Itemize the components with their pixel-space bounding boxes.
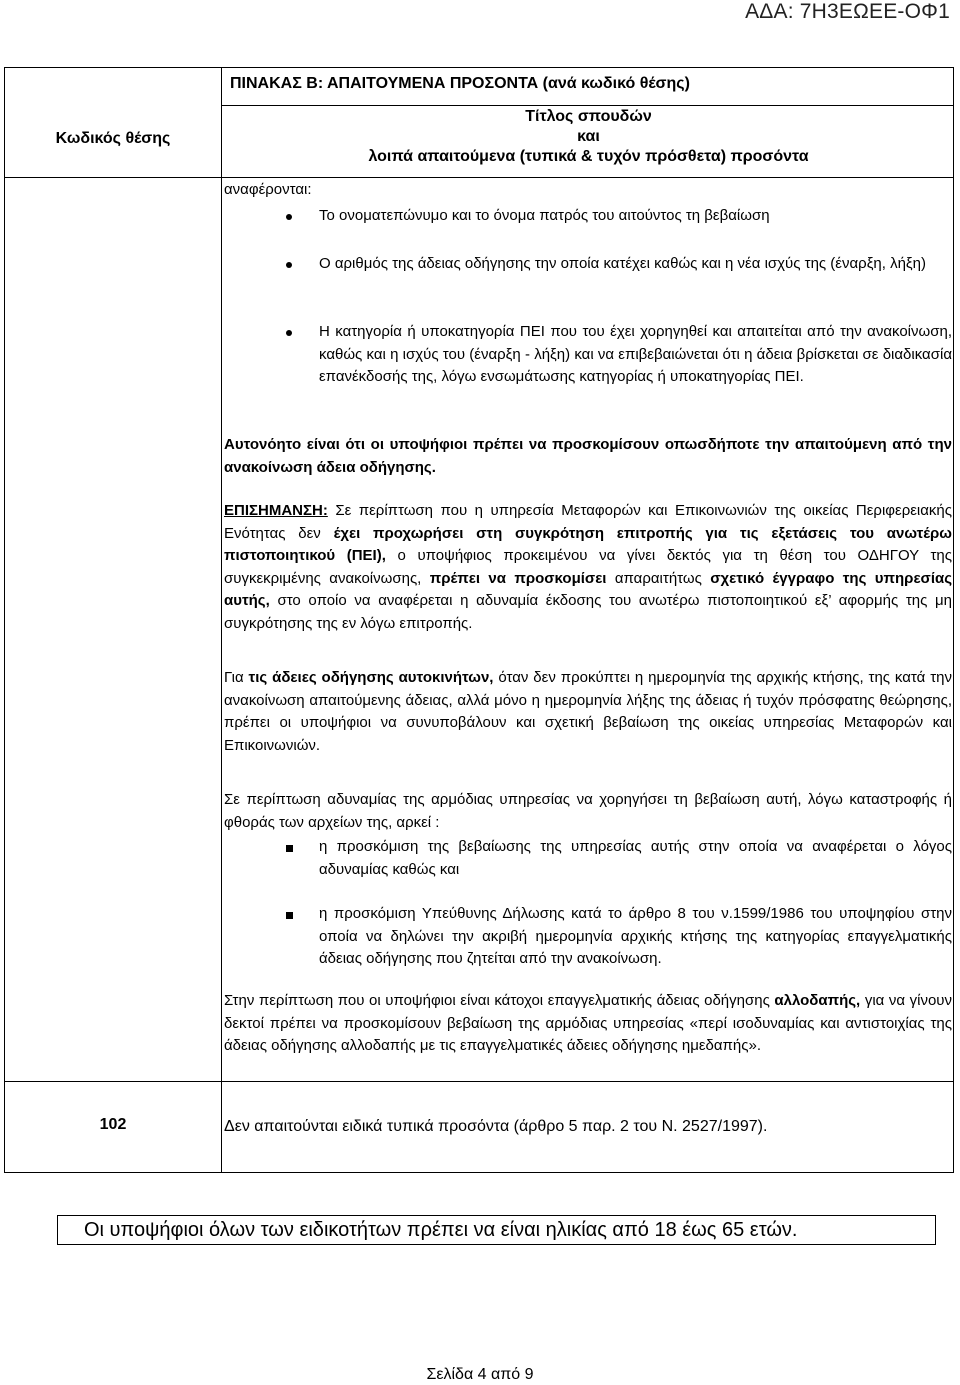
paragraph-text: για να γίνουν δεκτοί πρέπει να προσκομίσουν βεβαίωση της αρμόδιας υπηρεσίας «περί ισοδυναμίας και αντιστοιχίας της άδειας οδήγησης αλλοδαπής με τις επαγγελματικές άδειες οδήγησης ημεδαπής». xyxy=(224,992,953,1054)
self-evident-note: Αυτονόητο είναι ότι οι υποψήφιοι πρέπει να προσκομίσουν οπωσδήποτε την απαιτούμενη από την ανακοίνωση άδεια οδήγησης. xyxy=(224,436,952,476)
square-bullet-icon xyxy=(286,912,293,919)
note-text-bold: σχετικό έγγραφο της υπηρεσίας αυτής, xyxy=(224,569,953,609)
foreign-licence-paragraph xyxy=(224,990,952,1058)
column-header-line: Τίτλος σπουδών xyxy=(525,108,652,125)
list-item: Ο αριθμός της άδειας οδήγησης την οποία κατέχει καθώς και η νέα ισχύς της (έναρξη, λήξη) xyxy=(319,255,926,272)
row-divider xyxy=(221,105,954,106)
note-label: ΕΠΙΣΗΜΑΝΣΗ: xyxy=(224,502,328,519)
bullet-icon xyxy=(286,262,292,268)
note-text: Σε περίπτωση που η υπηρεσία Μεταφορών και Επικοινωνιών της οικείας Περιφερειακής Ενότητας δεν xyxy=(224,502,952,542)
paragraph-text: Για xyxy=(224,669,244,686)
square-bullet-icon xyxy=(286,845,293,852)
list-item: η προσκόμιση της βεβαίωσης της υπηρεσίας αυτής στην οποία να αναφέρεται ο λόγος αδυναμίας καθώς και xyxy=(319,838,952,878)
note-text: ο υποψήφιος προκειμένου να γίνει δεκτός για τη θέση του ΟΔΗΓΟΥ της συγκεκριμένης ανακοίνωσης, xyxy=(224,547,953,587)
note-text: στο οποίο να αναφέρεται η αδυναμία έκδοσης του ανωτέρω πιστοποιητικού εξ’ αφορμής της μη συγκρότησης της εν λόγω επιτροπής. xyxy=(224,592,952,632)
note-paragraph xyxy=(224,500,952,635)
licence-paragraph xyxy=(224,667,952,757)
page-number: Σελίδα 4 από 9 xyxy=(426,1366,534,1383)
position-code: 102 xyxy=(99,1116,127,1133)
row-divider xyxy=(5,1081,954,1082)
column-header-title xyxy=(222,107,955,167)
table-title: ΠΙΝΑΚΑΣ Β: ΑΠΑΙΤΟΥΜΕΝΑ ΠΡΟΣΟΝΤΑ (ανά κωδικό θέσης) xyxy=(230,75,690,92)
ada-code: ΑΔΑ: 7Η3ΕΩΕΕ-ΟΦ1 xyxy=(745,0,950,23)
column-header-line: λοιπά απαιτούμενα (τυπικά & τυχόν πρόσθετα) προσόντα xyxy=(368,148,809,165)
paragraph-text: όταν δεν προκύπτει η ημερομηνία της αρχικής κτήσης, της κατά την ανακοίνωση απαιτούμενης άδειας, αλλά μόνο η ημερομηνία λήξης της άδειας ή τυχόν πρόσφατης θεώρησης, πρέπει οι υποψήφιοι να συνυποβάλουν και σχετική βεβαίωση της οικείας υπηρεσίας Μεταφορών και Επικοινωνιών. xyxy=(224,669,952,754)
column-header-line: και xyxy=(577,128,600,145)
bullet-icon xyxy=(286,330,292,336)
note-text-bold: έχει προχωρήσει στη συγκρότηση επιτροπής για τις εξετάσεις του ανωτέρω πιστοποιητικού (ΠΕΙ), xyxy=(224,524,952,564)
column-header-code: Κωδικός θέσης xyxy=(55,130,171,147)
list-item: η προσκόμιση Υπεύθυνης Δήλωσης κατά το άρθρο 8 του ν.1599/1986 του υποψηφίου στην οποία να δηλώνει την ακριβή ημερομηνία αρχικής κτήσης της κατηγορίας επαγγελματικής άδειας οδήγησης που ζητείται από την ανακοίνωση. xyxy=(319,905,952,967)
note-text-bold: πρέπει να προσκομίσει xyxy=(429,569,607,587)
qualifications-table xyxy=(4,67,954,1173)
bullet-icon xyxy=(286,214,292,220)
row-divider xyxy=(5,177,954,178)
paragraph-text-bold: αλλοδαπής, xyxy=(774,992,861,1009)
age-notice: Οι υποψήφιοι όλων των ειδικοτήτων πρέπει να είναι ηλικίας από 18 έως 65 ετών. xyxy=(57,1215,936,1245)
paragraph-text-bold: τις άδειες οδήγησης αυτοκινήτων, xyxy=(248,669,494,686)
position-requirements: Δεν απαιτούνται ειδικά τυπικά προσόντα (άρθρο 5 παρ. 2 του Ν. 2527/1997). xyxy=(224,1118,768,1135)
list-item: Η κατηγορία ή υποκατηγορία ΠΕΙ που του έχει χορηγηθεί και απαιτείται από την ανακοίνωση, καθώς και η ισχύς του (έναρξη - λήξη) και να επιβεβαιώνεται ότι η άδεια βρίσκεται σε διαδικασία επανέκδοσής της, λόγω ενσωμάτωσης κατηγορίας ή υποκατηγορίας ΠΕΙ. xyxy=(319,323,952,385)
note-text: απαραιτήτως xyxy=(614,569,702,587)
inability-intro: Σε περίπτωση αδυναμίας της αρμόδιας υπηρεσίας να χορηγήσει τη βεβαίωση αυτή, λόγω καταστροφής ή φθοράς των αρχείων της, αρκεί : xyxy=(224,791,952,831)
column-divider xyxy=(221,68,222,1172)
list-item: Το ονοματεπώνυμο και το όνομα πατρός του αιτούντος τη βεβαίωση xyxy=(319,207,770,224)
lead-text: αναφέρονται: xyxy=(224,181,312,198)
paragraph-text: Στην περίπτωση που οι υποψήφιοι είναι κάτοχοι επαγγελματικής άδειας οδήγησης xyxy=(224,992,770,1009)
